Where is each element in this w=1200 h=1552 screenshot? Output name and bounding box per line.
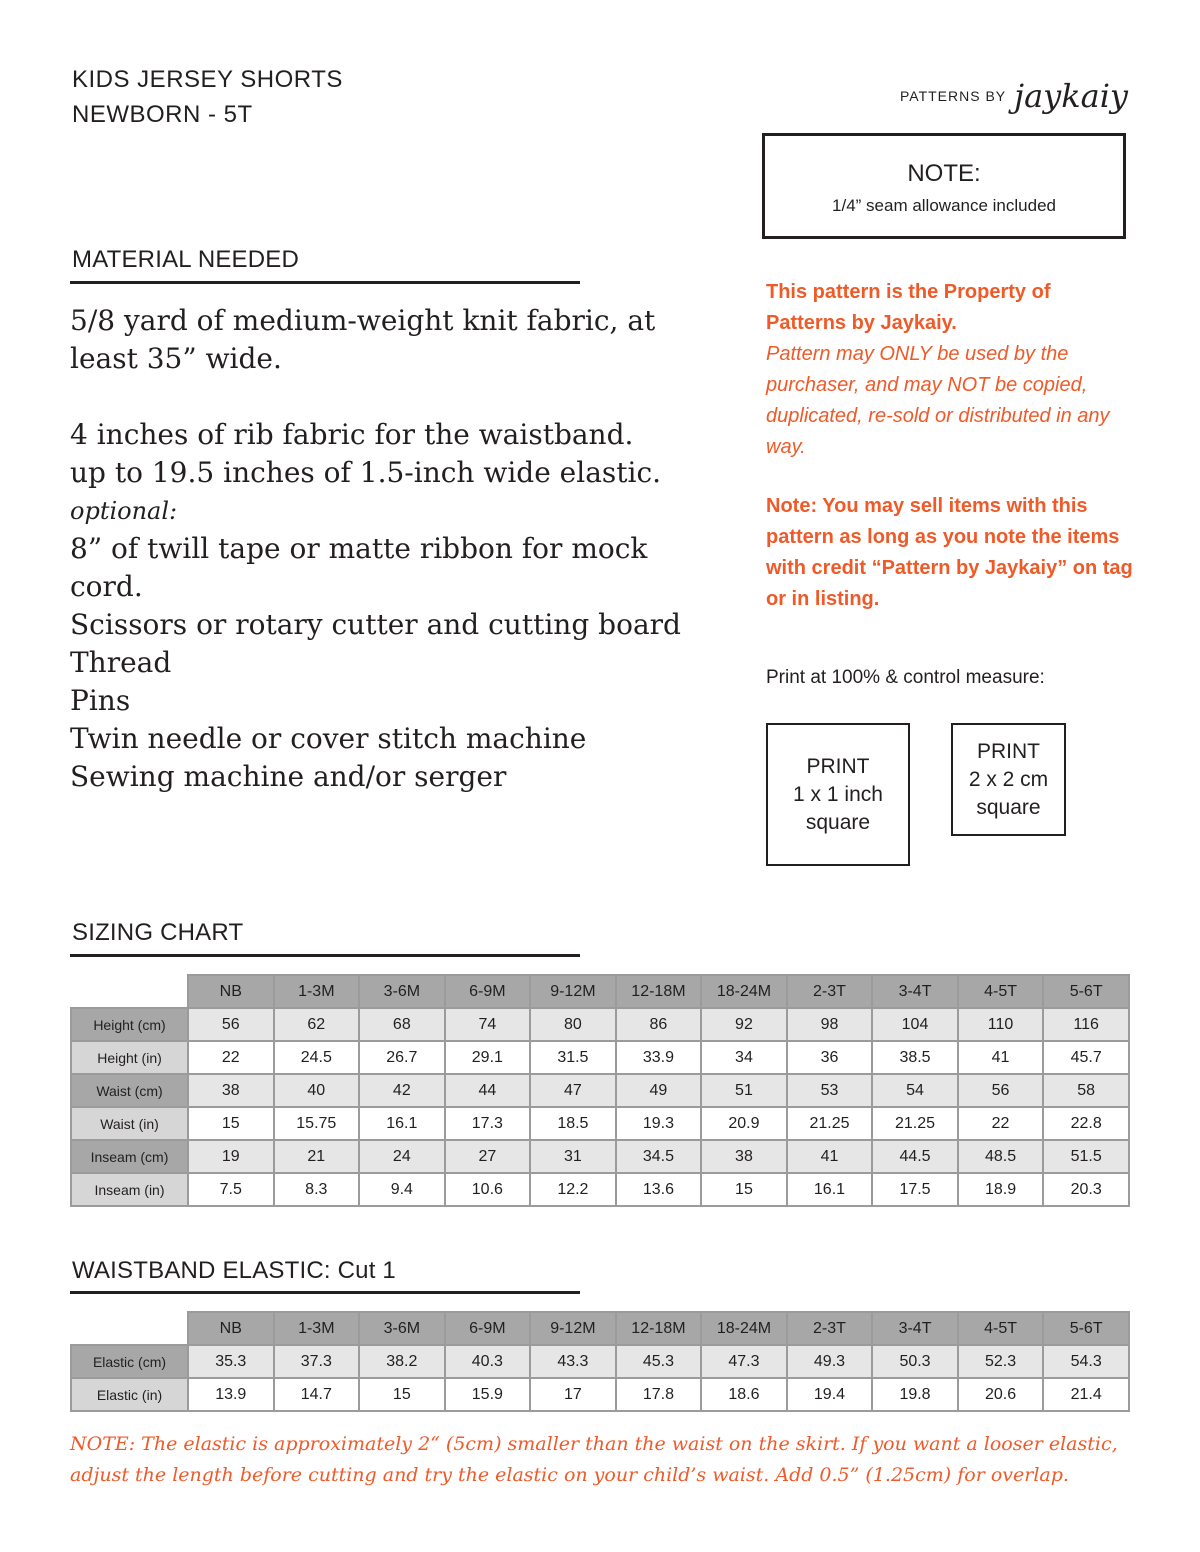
table-cell: 22 [188, 1041, 274, 1074]
table-cell: 18.5 [530, 1107, 616, 1140]
table-cell: 47 [530, 1074, 616, 1107]
table-cell: 38.5 [872, 1041, 958, 1074]
table-cell: 86 [616, 1008, 702, 1041]
print-inch-line: 1 x 1 inch [793, 782, 883, 806]
table-cell: 38 [188, 1074, 274, 1107]
column-header: 9-12M [530, 1312, 616, 1345]
table-row [71, 1378, 1129, 1411]
row-header: Waist (in) [71, 1107, 188, 1140]
column-header: 2-3T [787, 975, 873, 1008]
table-cell: 24 [359, 1140, 445, 1173]
table-cell: 54.3 [1043, 1345, 1129, 1378]
table-cell: 104 [872, 1008, 958, 1041]
row-header: Height (cm) [71, 1008, 188, 1041]
table-row [71, 1008, 1129, 1041]
table-cell: 34.5 [616, 1140, 702, 1173]
page-subtitle: NEWBORN - 5T [72, 101, 253, 128]
table-cell: 40.3 [445, 1345, 531, 1378]
table-cell: 48.5 [958, 1140, 1044, 1173]
table-cell: 19 [188, 1140, 274, 1173]
table-cell: 68 [359, 1008, 445, 1041]
row-header: Inseam (cm) [71, 1140, 188, 1173]
elastic-divider [70, 1291, 580, 1294]
table-row [71, 1074, 1129, 1107]
table-cell: 16.1 [359, 1107, 445, 1140]
table-cell: 15 [188, 1107, 274, 1140]
row-header: Elastic (cm) [71, 1345, 188, 1378]
table-cell: 42 [359, 1074, 445, 1107]
column-header: 12-18M [616, 1312, 702, 1345]
page-title: KIDS JERSEY SHORTS [72, 66, 343, 93]
table-cell: 45.3 [616, 1345, 702, 1378]
material-heading: MATERIAL NEEDED [72, 246, 300, 273]
column-header: 4-5T [958, 975, 1044, 1008]
table-row [71, 1345, 1129, 1378]
table-corner [71, 975, 188, 1008]
table-row [71, 1107, 1129, 1140]
column-header: 6-9M [445, 1312, 531, 1345]
table-cell: 20.6 [958, 1378, 1044, 1411]
table-cell: 58 [1043, 1074, 1129, 1107]
elastic-table [70, 1311, 1130, 1412]
copyright-property: This pattern is the Property of Patterns by Jaykaiy. [766, 281, 1051, 334]
table-cell: 34 [701, 1041, 787, 1074]
row-header: Inseam (in) [71, 1173, 188, 1206]
column-header: NB [188, 1312, 274, 1345]
table-cell: 17 [530, 1378, 616, 1411]
column-header: 9-12M [530, 975, 616, 1008]
column-header: 5-6T [1043, 1312, 1129, 1345]
table-row [71, 1173, 1129, 1206]
row-header: Height (in) [71, 1041, 188, 1074]
table-cell: 15.9 [445, 1378, 531, 1411]
table-cell: 116 [1043, 1008, 1129, 1041]
table-cell: 56 [958, 1074, 1044, 1107]
column-header: 1-3M [274, 1312, 360, 1345]
column-header: 1-3M [274, 975, 360, 1008]
sizing-divider [70, 954, 580, 957]
table-cell: 92 [701, 1008, 787, 1041]
table-corner [71, 1312, 188, 1345]
table-cell: 54 [872, 1074, 958, 1107]
sizing-table [70, 974, 1130, 1207]
table-cell: 21.25 [872, 1107, 958, 1140]
material-spacer [70, 378, 710, 416]
table-cell: 17.8 [616, 1378, 702, 1411]
table-cell: 18.6 [701, 1378, 787, 1411]
table-cell: 38 [701, 1140, 787, 1173]
table-cell: 22.8 [1043, 1107, 1129, 1140]
table-cell: 52.3 [958, 1345, 1044, 1378]
table-cell: 74 [445, 1008, 531, 1041]
table-cell: 50.3 [872, 1345, 958, 1378]
column-header: 18-24M [701, 1312, 787, 1345]
column-header: 3-6M [359, 1312, 445, 1345]
column-header: 2-3T [787, 1312, 873, 1345]
material-item: Twin needle or cover stitch machine [70, 722, 587, 755]
column-header: 6-9M [445, 975, 531, 1008]
table-cell: 17.3 [445, 1107, 531, 1140]
table-cell: 41 [787, 1140, 873, 1173]
table-cell: 21 [274, 1140, 360, 1173]
table-cell: 19.8 [872, 1378, 958, 1411]
material-item: Thread [70, 646, 172, 679]
column-header: 3-4T [872, 1312, 958, 1345]
table-cell: 40 [274, 1074, 360, 1107]
material-item: 5/8 yard of medium-weight knit fabric, at [70, 304, 656, 337]
table-cell: 15.75 [274, 1107, 360, 1140]
print-cm-line: PRINT [976, 739, 1040, 763]
material-divider [70, 281, 580, 284]
row-header: Elastic (in) [71, 1378, 188, 1411]
brand-logo: jaykaiy [1014, 77, 1128, 115]
print-test-square-inch [766, 723, 910, 866]
sizing-heading: SIZING CHART [72, 919, 244, 946]
table-cell: 15 [359, 1378, 445, 1411]
material-item: least 35” wide. [70, 342, 282, 375]
print-cm-line: 2 x 2 cm [968, 767, 1049, 791]
elastic-footnote: NOTE: The elastic is approximately 2“ (5cm) smaller than the waist on the skirt. If you want a looser elastic, adjust the length before cutting and try the elastic on your child’s waist. Add 0.5” (1.25cm) for overlap. [70, 1433, 1118, 1486]
table-cell: 43.3 [530, 1345, 616, 1378]
table-cell: 38.2 [359, 1345, 445, 1378]
table-cell: 51 [701, 1074, 787, 1107]
copyright-notice [766, 277, 1136, 615]
column-header: 12-18M [616, 975, 702, 1008]
column-header: NB [188, 975, 274, 1008]
table-cell: 13.6 [616, 1173, 702, 1206]
table-cell: 44.5 [872, 1140, 958, 1173]
material-item: Sewing machine and/or serger [70, 760, 507, 793]
table-cell: 12.2 [530, 1173, 616, 1206]
table-cell: 14.7 [274, 1378, 360, 1411]
brand-prefix: PATTERNS BY [899, 88, 1007, 104]
table-cell: 51.5 [1043, 1140, 1129, 1173]
material-item-optional: optional: [70, 497, 178, 525]
table-cell: 31.5 [530, 1041, 616, 1074]
table-cell: 49.3 [787, 1345, 873, 1378]
table-cell: 9.4 [359, 1173, 445, 1206]
table-cell: 33.9 [616, 1041, 702, 1074]
table-cell: 41 [958, 1041, 1044, 1074]
table-row [71, 1140, 1129, 1173]
table-cell: 110 [958, 1008, 1044, 1041]
table-cell: 20.9 [701, 1107, 787, 1140]
table-cell: 19.4 [787, 1378, 873, 1411]
table-cell: 44 [445, 1074, 531, 1107]
table-cell: 37.3 [274, 1345, 360, 1378]
table-cell: 16.1 [787, 1173, 873, 1206]
table-cell: 17.5 [872, 1173, 958, 1206]
table-cell: 31 [530, 1140, 616, 1173]
table-cell: 8.3 [274, 1173, 360, 1206]
column-header: 18-24M [701, 975, 787, 1008]
material-item: 4 inches of rib fabric for the waistband. [70, 418, 634, 451]
row-header: Waist (cm) [71, 1074, 188, 1107]
table-cell: 53 [787, 1074, 873, 1107]
print-cm-line: square [976, 795, 1041, 819]
column-header: 4-5T [958, 1312, 1044, 1345]
table-cell: 19.3 [616, 1107, 702, 1140]
table-cell: 62 [274, 1008, 360, 1041]
table-header-row [71, 975, 1129, 1008]
material-item: 8” of twill tape or matte ribbon for mock cord. [70, 532, 648, 603]
table-cell: 10.6 [445, 1173, 531, 1206]
print-instruction: Print at 100% & control measure: [766, 667, 1045, 688]
table-cell: 49 [616, 1074, 702, 1107]
table-row [71, 1041, 1129, 1074]
table-cell: 98 [787, 1008, 873, 1041]
table-cell: 27 [445, 1140, 531, 1173]
brand [899, 77, 1128, 115]
material-item: Pins [70, 684, 131, 717]
table-cell: 22 [958, 1107, 1044, 1140]
column-header: 3-4T [872, 975, 958, 1008]
print-test-square-cm [951, 723, 1066, 836]
table-cell: 13.9 [188, 1378, 274, 1411]
print-inch-line: PRINT [806, 754, 870, 778]
table-cell: 20.3 [1043, 1173, 1129, 1206]
table-cell: 56 [188, 1008, 274, 1041]
table-cell: 21.4 [1043, 1378, 1129, 1411]
table-cell: 47.3 [701, 1345, 787, 1378]
table-cell: 24.5 [274, 1041, 360, 1074]
table-cell: 7.5 [188, 1173, 274, 1206]
copyright-sell-note: Note: You may sell items with this pattern as long as you note the items with credit “Pattern by Jaykaiy” on tag or in listing. [766, 495, 1133, 610]
seam-note-box [762, 133, 1126, 239]
table-cell: 45.7 [1043, 1041, 1129, 1074]
material-item: up to 19.5 inches of 1.5-inch wide elastic. [70, 456, 662, 489]
copyright-restrictions: Pattern may ONLY be used by the purchaser, and may NOT be copied, duplicated, re-sold or distributed in any way. [766, 343, 1110, 458]
table-cell: 26.7 [359, 1041, 445, 1074]
table-cell: 29.1 [445, 1041, 531, 1074]
table-cell: 21.25 [787, 1107, 873, 1140]
column-header: 5-6T [1043, 975, 1129, 1008]
table-header-row [71, 1312, 1129, 1345]
column-header: 3-6M [359, 975, 445, 1008]
table-cell: 18.9 [958, 1173, 1044, 1206]
table-cell: 15 [701, 1173, 787, 1206]
print-inch-line: square [805, 810, 871, 834]
material-list [70, 302, 710, 796]
table-cell: 80 [530, 1008, 616, 1041]
table-cell: 35.3 [188, 1345, 274, 1378]
note-text: 1/4” seam allowance included [832, 196, 1056, 215]
material-item: Scissors or rotary cutter and cutting board [70, 608, 681, 641]
note-title: NOTE: [907, 160, 981, 187]
table-cell: 36 [787, 1041, 873, 1074]
elastic-heading: WAISTBAND ELASTIC: Cut 1 [72, 1257, 396, 1284]
